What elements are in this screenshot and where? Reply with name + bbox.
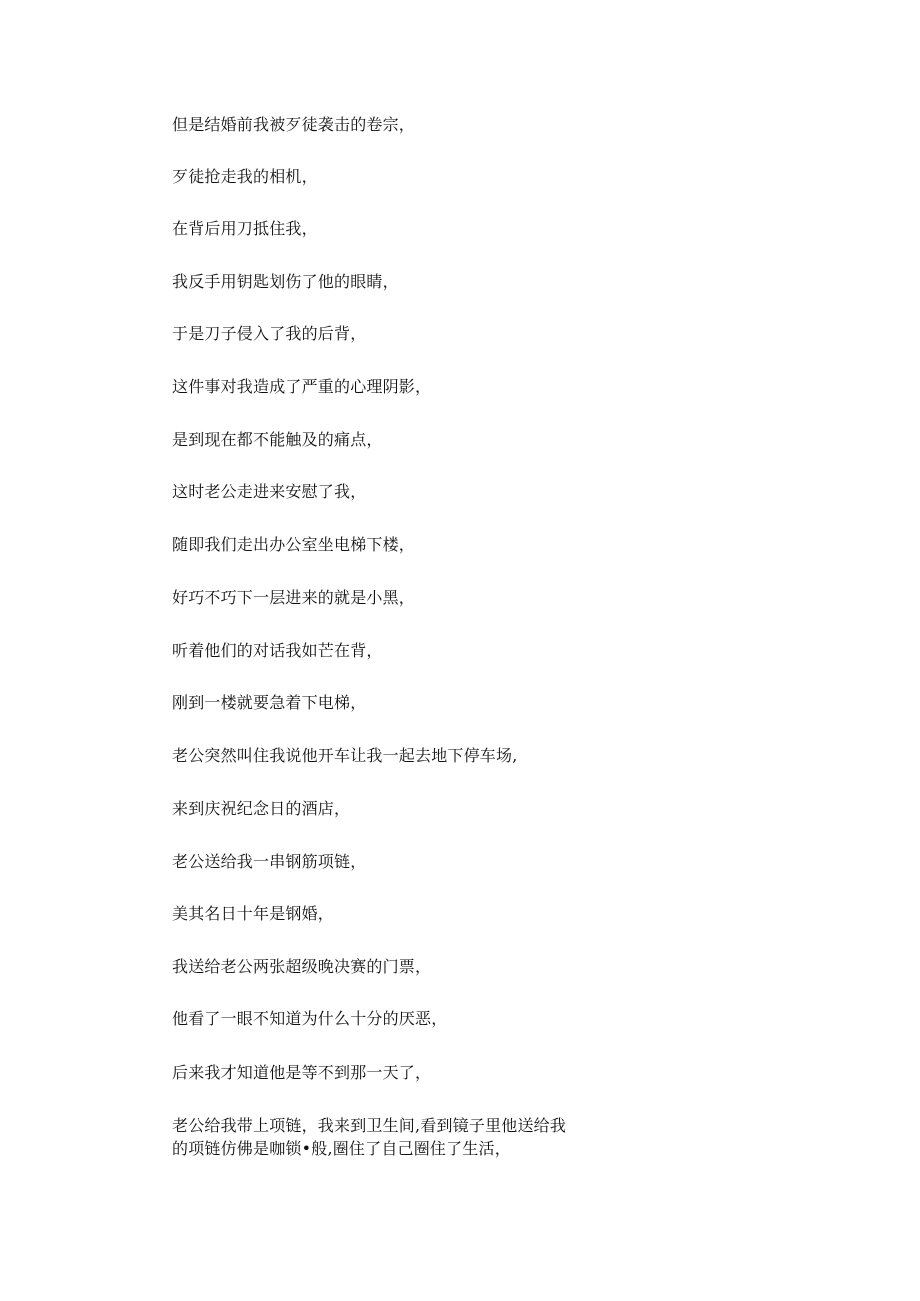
final-paragraph: [172, 1114, 612, 1160]
text-line: 在背后用刀抵住我，: [172, 219, 318, 238]
text-line: 他看了一眼不知道为什么十分的厌恶，: [172, 1009, 448, 1028]
text-line: 刚到一楼就要急着下电梯，: [172, 693, 367, 712]
text-line: 歹徒抢走我的相机，: [172, 167, 318, 186]
paragraph-line: 老公给我带上项链，我来到卫生间,看到镜子里他送给我: [172, 1116, 567, 1135]
text-line: 但是结婚前我被歹徒袭击的卷宗，: [172, 115, 416, 134]
text-line: 老公突然叫住我说他开车让我一起去地下停车场,: [172, 746, 518, 765]
text-line: 听着他们的对话我如芒在背，: [172, 641, 383, 660]
text-line: 老公送给我一串钢筋项链，: [172, 852, 367, 871]
text-line: 来到庆祝纪念日的酒店，: [172, 799, 351, 818]
text-line: 我反手用钥匙划伤了他的眼睛，: [172, 272, 399, 291]
text-line: 随即我们走出办公室坐电梯下楼，: [172, 535, 416, 554]
text-line: 这时老公走进来安慰了我，: [172, 482, 367, 501]
text-line: 这件事对我造成了严重的心理阴影，: [172, 377, 432, 396]
text-line: 后来我才知道他是等不到那一天了，: [172, 1063, 432, 1082]
text-line: 美其名日十年是钢婚，: [172, 904, 335, 923]
text-line: 我送给老公两张超级晚决赛的门票，: [172, 957, 432, 976]
text-line: 好巧不巧下一层进来的就是小黑，: [172, 588, 416, 607]
text-line: 是到现在都不能触及的痛点，: [172, 430, 383, 449]
text-line: 于是刀子侵入了我的后背，: [172, 324, 367, 343]
paragraph-line: 的项链仿佛是咖锁•般,圈住了自己圈住了生活，: [172, 1139, 511, 1158]
